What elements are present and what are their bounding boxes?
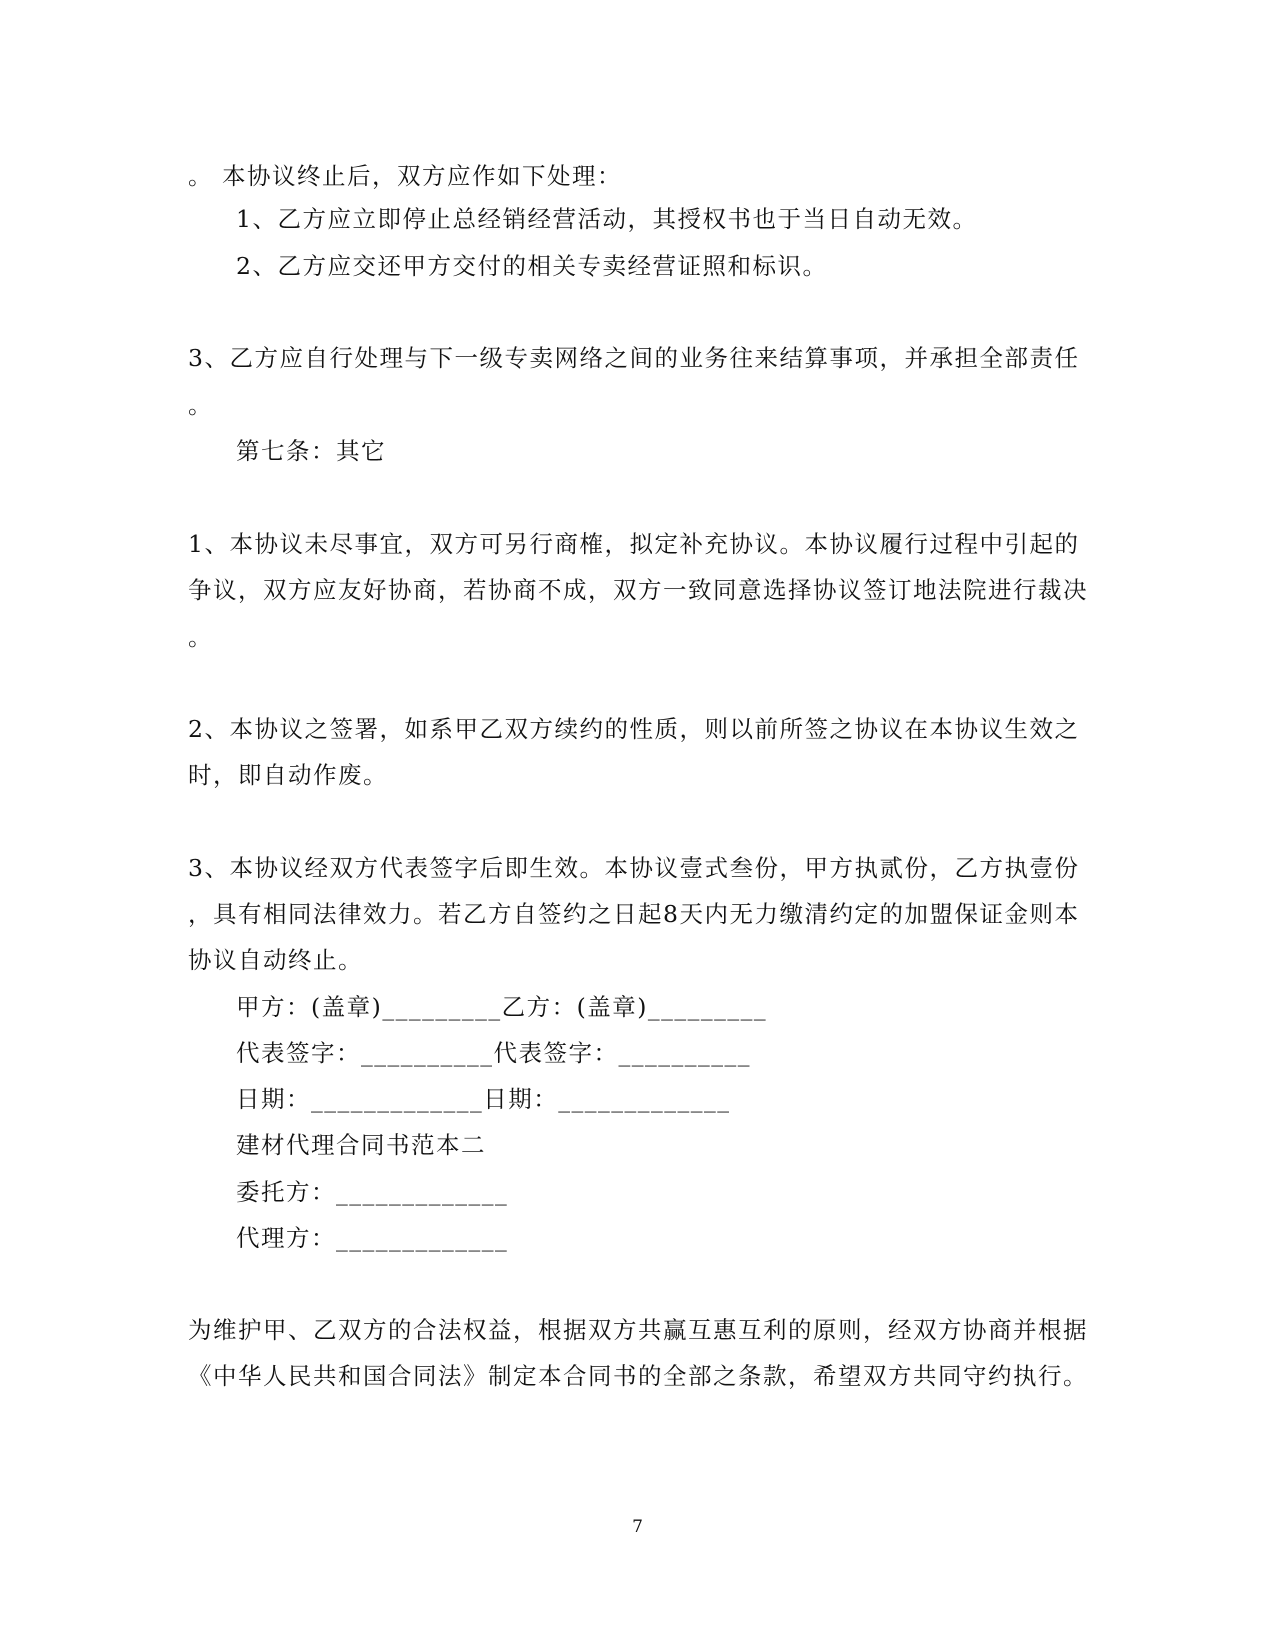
text-line: 3、乙方应自行处理与下一级专卖网络之间的业务往来结算事项，并承担全部责任 [188,344,1080,372]
text-line: 《中华人民共和国合同法》制定本合同书的全部之条款，希望双方共同守约执行。 [188,1362,1088,1390]
page-number: 7 [632,1517,643,1537]
signature-line: 代表签字：__________代表签字：__________ [236,1039,751,1067]
party-line: 代理方：_____________ [236,1224,509,1252]
text-line: ，具有相同法律效力。若乙方自签约之日起8天内无力缴清约定的加盟保证金则本 [188,900,1080,928]
subtitle: 建材代理合同书范本二 [236,1131,486,1159]
text-line: 。 本协议终止后，双方应作如下处理： [188,162,622,190]
text-line: 时，即自动作废。 [188,761,388,789]
party-line: 委托方：_____________ [236,1178,509,1206]
text-line: 2、乙方应交还甲方交付的相关专卖经营证照和标识。 [236,252,828,280]
text-line: 2、本协议之签署，如系甲乙双方续约的性质，则以前所签之协议在本协议生效之 [188,715,1080,743]
signature-line: 甲方：(盖章)_________乙方：(盖章)_________ [236,993,768,1021]
section-heading: 第七条：其它 [236,437,386,465]
text-line: 1、乙方应立即停止总经销经营活动，其授权书也于当日自动无效。 [236,205,978,233]
date-line: 日期：_____________日期：_____________ [236,1085,731,1113]
text-line: 协议自动终止。 [188,946,363,974]
text-line: 。 [188,623,213,651]
text-line: 为维护甲、乙双方的合法权益，根据双方共赢互惠互利的原则，经双方协商并根据 [188,1316,1088,1344]
text-line: 争议，双方应友好协商，若协商不成，双方一致同意选择协议签订地法院进行裁决 [188,576,1088,604]
text-line: 。 [188,391,213,419]
text-line: 1、本协议未尽事宜，双方可另行商榷，拟定补充协议。本协议履行过程中引起的 [188,530,1080,558]
text-line: 3、本协议经双方代表签字后即生效。本协议壹式叁份，甲方执贰份，乙方执壹份 [188,854,1080,882]
